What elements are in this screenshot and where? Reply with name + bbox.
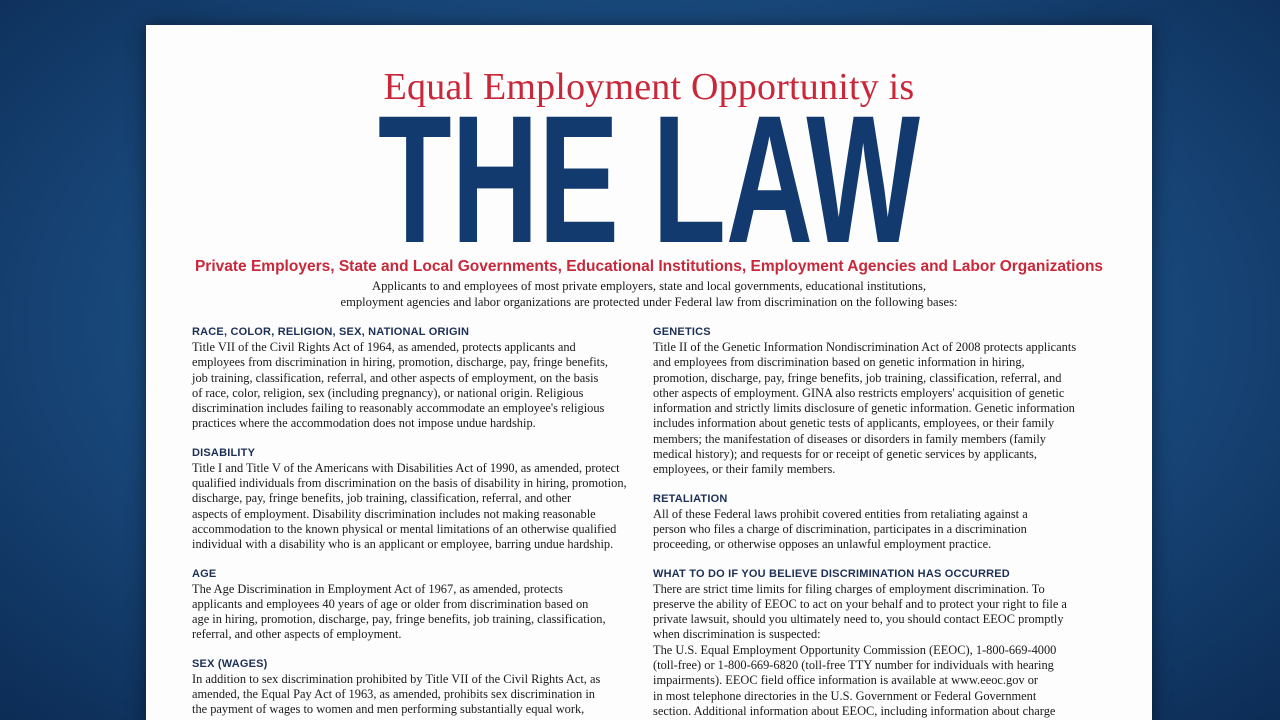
section-text-line: qualified individuals from discrimination on the basis of disability in hiring, promotion, (192, 476, 627, 491)
intro-line: employment agencies and labor organizations are protected under Federal law from discrimination on the following bases: (340, 295, 958, 309)
section-text-line: The U.S. Equal Employment Opportunity Commission (EEOC), 1-800-669-4000 (653, 642, 1057, 657)
section-text-line: practices where the accommodation does not impose undue hardship. (192, 416, 536, 431)
section-text-line: the payment of wages to women and men performing substantially equal work, (192, 702, 585, 717)
section-text-line: promotion, discharge, pay, fringe benefits, job training, classification, referral, and (653, 370, 1062, 385)
section-disability (192, 446, 644, 553)
section-text-line: in most telephone directories in the U.S. Government or Federal Government (653, 688, 1037, 703)
section-heading: WHAT TO DO IF YOU BELIEVE DISCRIMINATION HAS OCCURRED (653, 567, 1010, 580)
section-what-to-do (653, 567, 1105, 720)
section-text-line: and employees from discrimination based on genetic information in hiring, (653, 355, 1025, 370)
poster-pre-title: Equal Employment Opportunity is (383, 66, 915, 108)
section-text-line: Title VII of the Civil Rights Act of 1964, as amended, protects applicants and (192, 340, 576, 354)
section-text-line: proceeding, or otherwise opposes an unlawful employment practice. (653, 537, 992, 552)
section-age (192, 567, 644, 643)
section-text-line: includes information about genetic tests of applicants, employees, or their family (653, 416, 1055, 431)
section-text-line: person who files a charge of discrimination, participates in a discrimination (653, 521, 1027, 536)
section-text-line: when discrimination is suspected: (653, 627, 821, 642)
poster-main-title (376, 111, 922, 245)
section-heading: AGE (192, 567, 217, 580)
section-text-line: Title II of the Genetic Information Nondiscrimination Act of 2008 protects applicants (653, 340, 1077, 354)
section-text-line: job training, classification, referral, and other aspects of employment, on the basis (192, 370, 599, 385)
section-text-line: There are strict time limits for filing charges of employment discrimination. To (653, 581, 1045, 596)
section-text-line: applicants and employees 40 years of age or older from discrimination based on (192, 596, 589, 611)
section-text-line: information and strictly limits disclosure of genetic information. Genetic information (653, 401, 1075, 416)
section-text-line: All of these Federal laws prohibit covered entities from retaliating against a (653, 506, 1028, 521)
section-text-line: of race, color, religion, sex (including pregnancy), or national origin. Religious (192, 385, 584, 400)
intro-line: Applicants to and employees of most private employers, state and local governments, educational institutions, (372, 279, 926, 293)
section-text-line: preserve the ability of EEOC to act on your behalf and to protect your right to file a (653, 596, 1067, 611)
section-text-line: other aspects of employment. GINA also restricts employers' acquisition of genetic (653, 385, 1065, 400)
section-text-line: In addition to sex discrimination prohibited by Title VII of the Civil Rights Act, as (192, 671, 601, 686)
section-heading: DISABILITY (192, 446, 256, 459)
section-text-line: employees, or their family members. (653, 462, 836, 477)
section-text-line: discharge, pay, fringe benefits, job training, classification, referral, and other (192, 491, 572, 506)
section-retaliation (653, 492, 1105, 553)
section-heading: GENETICS (653, 326, 711, 338)
section-heading: RETALIATION (653, 492, 728, 505)
section-race-color-religion (192, 325, 644, 432)
eeo-poster (146, 25, 1152, 720)
poster-intro (146, 278, 1152, 310)
section-text-line: section. Additional information about EEOC, including information about charge (653, 703, 1056, 718)
section-text-line: Title I and Title V of the Americans with Disabilities Act of 1990, as amended, protect (192, 460, 620, 475)
section-text-line: referral, and other aspects of employment. (192, 627, 402, 642)
section-text-line: (toll-free) or 1-800-669-6820 (toll-free TTY number for individuals with hearing (653, 658, 1054, 673)
section-text-line: private lawsuit, should you ultimately need to, you should contact EEOC promptly (653, 612, 1064, 627)
section-genetics (653, 325, 1105, 478)
section-text-line: accommodation to the known physical or mental limitations of an otherwise qualified (192, 521, 617, 536)
section-text-line: amended, the Equal Pay Act of 1963, as amended, prohibits sex discrimination in (192, 687, 595, 702)
section-text-line: individual with a disability who is an applicant or employee, barring undue hardship. (192, 537, 614, 552)
section-sex-wages (192, 657, 644, 718)
section-text-line: impairments). EEOC field office information is available at www.eeoc.gov or (653, 673, 1039, 688)
section-text-line: age in hiring, promotion, discharge, pay, fringe benefits, job training, classification, (192, 612, 606, 627)
poster-subhead: Private Employers, State and Local Governments, Educational Institutions, Employment Agencies and Labor Organizations (194, 258, 1104, 275)
section-text-line: aspects of employment. Disability discrimination includes not making reasonable (192, 506, 596, 521)
section-heading: SEX (WAGES) (192, 657, 268, 670)
section-text-line: The Age Discrimination in Employment Act of 1967, as amended, protects (192, 581, 563, 596)
poster-main-title-text: THE LAW (378, 111, 921, 245)
section-text-line: medical history); and requests for or receipt of genetic services by applicants, (653, 447, 1037, 462)
section-heading: RACE, COLOR, RELIGION, SEX, NATIONAL ORIGIN (192, 326, 470, 338)
right-column (653, 325, 1105, 720)
section-text-line: members; the manifestation of diseases or disorders in family members (family (653, 431, 1046, 446)
section-text-line: employees from discrimination in hiring, promotion, discharge, pay, fringe benefits, (192, 355, 609, 370)
left-column (192, 325, 644, 720)
section-text-line: discrimination includes failing to reasonably accommodate an employee's religious (192, 401, 605, 416)
